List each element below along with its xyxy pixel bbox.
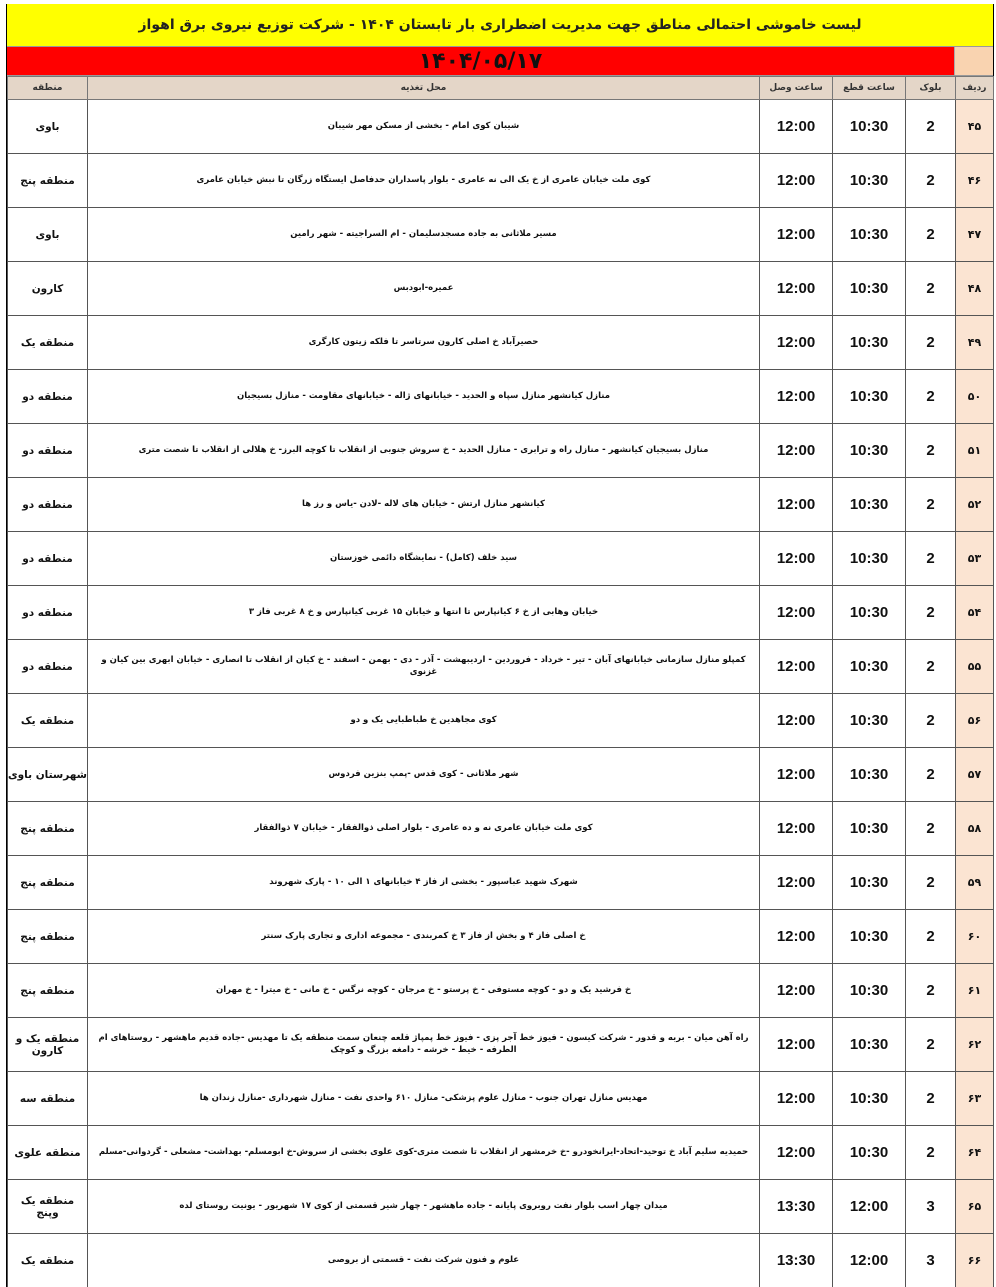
feed-location-cell: راه آهن میان - بربه و قدور - شرکت کیسون - فیوز خط آجر پزی - فیوز خط پمپاژ قلعه چنعان سمت منطقه یک تا مهدیس -جاده قدیم ماهشهر - روستاهای ام الطرفه - خیط - خرشه - دامغه بزرگ و کوچک — [88, 1018, 760, 1072]
block-cell: 2 — [906, 316, 956, 370]
row-number-cell: ۵۹ — [956, 856, 994, 910]
block-cell: 2 — [906, 856, 956, 910]
connect-time-cell: 12:00 — [760, 694, 833, 748]
connect-time-cell: 12:00 — [760, 532, 833, 586]
table-row — [8, 1234, 994, 1287]
table-row — [8, 424, 994, 478]
feed-location-cell: مسیر ملاثانی به جاده مسجدسلیمان - ام السراجیته - شهر رامین — [88, 208, 760, 262]
cut-time-cell: 10:30 — [833, 370, 906, 424]
connect-time-cell: 12:00 — [760, 1018, 833, 1072]
region-cell: منطقه دو — [8, 640, 88, 694]
table-row — [8, 208, 994, 262]
region-cell: منطقه دو — [8, 532, 88, 586]
region-cell: منطقه یک — [8, 316, 88, 370]
region-cell: منطقه دو — [8, 478, 88, 532]
feed-location-cell: عمیره-ابودبس — [88, 262, 760, 316]
cut-time-cell: 10:30 — [833, 100, 906, 154]
row-number-cell: ۵۶ — [956, 694, 994, 748]
feed-location-cell: حصیرآباد خ اصلی کارون سرتاسر تا فلکه زیتون کارگری — [88, 316, 760, 370]
feed-location-cell: خ فرشید یک و دو - کوچه مستوفی - خ پرستو - خ مرجان - کوچه نرگس - خ مانی - خ میترا - خ مهران — [88, 964, 760, 1018]
connect-time-cell: 12:00 — [760, 964, 833, 1018]
cut-time-cell: 10:30 — [833, 478, 906, 532]
block-cell: 2 — [906, 1018, 956, 1072]
feed-location-cell: حمیدیه سلیم آباد خ توحید-اتحاد-ایرانخودرو -خ خرمشهر از انقلاب تا شصت متری-کوی علوی بخشی از سروش-خ ابومسلم- بهداشت- مشعلی - گردوانی-مسلم — [88, 1126, 760, 1180]
block-cell: 2 — [906, 100, 956, 154]
table-row — [8, 856, 994, 910]
region-cell: منطقه دو — [8, 586, 88, 640]
cut-time-cell: 10:30 — [833, 316, 906, 370]
row-number-cell: ۵۷ — [956, 748, 994, 802]
feed-location-cell: کوی ملت خیابان عامری نه و ده عامری - بلوار اصلی ذوالفقار - خیابان ۷ ذوالفقار — [88, 802, 760, 856]
block-cell: 2 — [906, 964, 956, 1018]
row-number-cell: ۵۲ — [956, 478, 994, 532]
cut-time-cell: 12:00 — [833, 1234, 906, 1287]
row-number-cell: ۶۶ — [956, 1234, 994, 1287]
region-cell: منطقه دو — [8, 424, 88, 478]
row-number-cell: ۵۴ — [956, 586, 994, 640]
header-region: منطقه — [8, 77, 88, 100]
row-number-cell: ۴۹ — [956, 316, 994, 370]
block-cell: 3 — [906, 1180, 956, 1234]
header-connect-time: ساعت وصل — [760, 77, 833, 100]
connect-time-cell: 12:00 — [760, 910, 833, 964]
cut-time-cell: 10:30 — [833, 910, 906, 964]
connect-time-cell: 12:00 — [760, 262, 833, 316]
row-number-cell: ۶۲ — [956, 1018, 994, 1072]
row-number-cell: ۵۱ — [956, 424, 994, 478]
feed-location-cell: شهر ملاثانی - کوی قدس -پمپ بنزین فردوس — [88, 748, 760, 802]
cut-time-cell: 10:30 — [833, 1072, 906, 1126]
table-row — [8, 262, 994, 316]
cut-time-cell: 10:30 — [833, 748, 906, 802]
region-cell: منطقه یک و کارون — [8, 1018, 88, 1072]
feed-location-cell: کیانشهر منازل ارتش - خیابان های لاله -لادن -یاس و رز ها — [88, 478, 760, 532]
connect-time-cell: 12:00 — [760, 154, 833, 208]
block-cell: 2 — [906, 802, 956, 856]
table-row — [8, 532, 994, 586]
region-cell: شهرستان باوی — [8, 748, 88, 802]
cut-time-cell: 10:30 — [833, 532, 906, 586]
cut-time-cell: 10:30 — [833, 1126, 906, 1180]
feed-location-cell: میدان چهار اسب بلوار نفت روبروی پایانه - جاده ماهشهر - چهار شیر قسمتی از کوی ۱۷ شهریور - یونیت روستای لده — [88, 1180, 760, 1234]
row-number-cell: ۵۸ — [956, 802, 994, 856]
table-row — [8, 154, 994, 208]
date-row — [7, 47, 993, 76]
feed-location-cell: کمپلو منازل سازمانی خیابانهای آبان - تیر - خرداد - فروردین - اردیبهشت - آذر - دی - بهمن - اسفند - خ کیان از انقلاب تا انصاری - خیابان ابهری بین کیان و غزنوی — [88, 640, 760, 694]
header-feed-location: محل تغذیه — [88, 77, 760, 100]
table-row — [8, 586, 994, 640]
cut-time-cell: 10:30 — [833, 586, 906, 640]
header-block: بلوک — [906, 77, 956, 100]
table-row — [8, 1018, 994, 1072]
row-number-cell: ۶۵ — [956, 1180, 994, 1234]
block-cell: 2 — [906, 208, 956, 262]
row-number-cell: ۴۷ — [956, 208, 994, 262]
connect-time-cell: 12:00 — [760, 478, 833, 532]
region-cell: باوی — [8, 100, 88, 154]
cut-time-cell: 12:00 — [833, 1180, 906, 1234]
schedule-date: ۱۴۰۴/۰۵/۱۷ — [7, 47, 954, 75]
row-number-cell: ۵۵ — [956, 640, 994, 694]
page-title: لیست خاموشی احتمالی مناطق جهت مدیریت اضطراری بار تابستان ۱۴۰۴ - شرکت توزیع نیروی برق اهواز — [7, 4, 993, 47]
region-cell: منطقه دو — [8, 370, 88, 424]
cut-time-cell: 10:30 — [833, 802, 906, 856]
connect-time-cell: 12:00 — [760, 748, 833, 802]
table-header-row — [8, 77, 994, 100]
feed-location-cell: مهدیس منازل تهران جنوب - منازل علوم پزشکی- منازل ۶۱۰ واحدی نفت - منازل شهرداری -منازل زندان ها — [88, 1072, 760, 1126]
block-cell: 2 — [906, 748, 956, 802]
region-cell: منطقه پنج — [8, 856, 88, 910]
region-cell: منطقه پنج — [8, 802, 88, 856]
row-number-cell: ۶۳ — [956, 1072, 994, 1126]
cut-time-cell: 10:30 — [833, 262, 906, 316]
table-row — [8, 802, 994, 856]
block-cell: 2 — [906, 640, 956, 694]
date-corner-cell — [954, 47, 993, 75]
row-number-cell: ۵۰ — [956, 370, 994, 424]
connect-time-cell: 12:00 — [760, 586, 833, 640]
feed-location-cell: کوی مجاهدین خ طباطبایی یک و دو — [88, 694, 760, 748]
region-cell: منطقه علوی — [8, 1126, 88, 1180]
cut-time-cell: 10:30 — [833, 424, 906, 478]
region-cell: منطقه پنج — [8, 154, 88, 208]
block-cell: 2 — [906, 370, 956, 424]
block-cell: 2 — [906, 154, 956, 208]
cut-time-cell: 10:30 — [833, 856, 906, 910]
table-row — [8, 1072, 994, 1126]
connect-time-cell: 12:00 — [760, 640, 833, 694]
block-cell: 2 — [906, 478, 956, 532]
connect-time-cell: 13:30 — [760, 1180, 833, 1234]
feed-location-cell: خ اصلی فاز ۴ و بخش از فاز ۳ خ کمربندی - مجموعه اداری و تجاری پارک سنتر — [88, 910, 760, 964]
table-row — [8, 640, 994, 694]
block-cell: 3 — [906, 1234, 956, 1287]
outage-table — [7, 76, 994, 1287]
region-cell: منطقه یک وپنج — [8, 1180, 88, 1234]
row-number-cell: ۶۱ — [956, 964, 994, 1018]
block-cell: 2 — [906, 586, 956, 640]
block-cell: 2 — [906, 532, 956, 586]
table-row — [8, 964, 994, 1018]
connect-time-cell: 13:30 — [760, 1234, 833, 1287]
connect-time-cell: 12:00 — [760, 1072, 833, 1126]
feed-location-cell: منازل بسیجیان کیانشهر - منازل راه و ترابری - منازل الحدید - خ سروش جنوبی از انقلاب تا کوچه البرز- خ هلالی از انقلاب تا شصت متری — [88, 424, 760, 478]
connect-time-cell: 12:00 — [760, 802, 833, 856]
header-cut-time: ساعت قطع — [833, 77, 906, 100]
cut-time-cell: 10:30 — [833, 964, 906, 1018]
row-number-cell: ۶۴ — [956, 1126, 994, 1180]
region-cell: منطقه یک — [8, 1234, 88, 1287]
block-cell: 2 — [906, 694, 956, 748]
row-number-cell: ۵۳ — [956, 532, 994, 586]
table-row — [8, 694, 994, 748]
cut-time-cell: 10:30 — [833, 694, 906, 748]
table-row — [8, 370, 994, 424]
block-cell: 2 — [906, 424, 956, 478]
connect-time-cell: 12:00 — [760, 856, 833, 910]
region-cell: منطقه پنج — [8, 910, 88, 964]
feed-location-cell: شیبان کوی امام - بخشی از مسکن مهر شیبان — [88, 100, 760, 154]
table-row — [8, 910, 994, 964]
block-cell: 2 — [906, 910, 956, 964]
table-row — [8, 1180, 994, 1234]
feed-location-cell: منازل کیانشهر منازل سپاه و الحدید - خیابانهای ژاله - خیابانهای مقاومت - منازل بسیجیان — [88, 370, 760, 424]
connect-time-cell: 12:00 — [760, 316, 833, 370]
cut-time-cell: 10:30 — [833, 208, 906, 262]
region-cell: کارون — [8, 262, 88, 316]
connect-time-cell: 12:00 — [760, 1126, 833, 1180]
region-cell: باوی — [8, 208, 88, 262]
feed-location-cell: خیابان وهابی از خ ۶ کیانپارس تا انتها و خیابان ۱۵ غربی کیانپارس و خ ۸ غربی فاز ۳ — [88, 586, 760, 640]
connect-time-cell: 12:00 — [760, 100, 833, 154]
schedule-sheet — [6, 4, 994, 1287]
table-row — [8, 1126, 994, 1180]
block-cell: 2 — [906, 262, 956, 316]
table-row — [8, 748, 994, 802]
feed-location-cell: سید خلف (کامل) - نمایشگاه دائمی خوزستان — [88, 532, 760, 586]
row-number-cell: ۶۰ — [956, 910, 994, 964]
row-number-cell: ۴۵ — [956, 100, 994, 154]
table-row — [8, 478, 994, 532]
block-cell: 2 — [906, 1072, 956, 1126]
connect-time-cell: 12:00 — [760, 424, 833, 478]
region-cell: منطقه یک — [8, 694, 88, 748]
block-cell: 2 — [906, 1126, 956, 1180]
cut-time-cell: 10:30 — [833, 1018, 906, 1072]
region-cell: منطقه سه — [8, 1072, 88, 1126]
region-cell: منطقه پنج — [8, 964, 88, 1018]
header-row-number: ردیف — [956, 77, 994, 100]
cut-time-cell: 10:30 — [833, 640, 906, 694]
table-row — [8, 316, 994, 370]
table-row — [8, 100, 994, 154]
row-number-cell: ۴۶ — [956, 154, 994, 208]
cut-time-cell: 10:30 — [833, 154, 906, 208]
feed-location-cell: علوم و فنون شرکت نفت - قسمتی از بروصی — [88, 1234, 760, 1287]
row-number-cell: ۴۸ — [956, 262, 994, 316]
connect-time-cell: 12:00 — [760, 208, 833, 262]
feed-location-cell: شهرک شهید عباسپور - بخشی از فاز ۴ خیابانهای ۱ الی ۱۰ - پارک شهروند — [88, 856, 760, 910]
table-body — [8, 100, 994, 1287]
connect-time-cell: 12:00 — [760, 370, 833, 424]
feed-location-cell: کوی ملت خیابان عامری از خ یک الی نه عامری - بلوار پاسداران حدفاصل ایستگاه زرگان تا نبش خیابان عامری — [88, 154, 760, 208]
